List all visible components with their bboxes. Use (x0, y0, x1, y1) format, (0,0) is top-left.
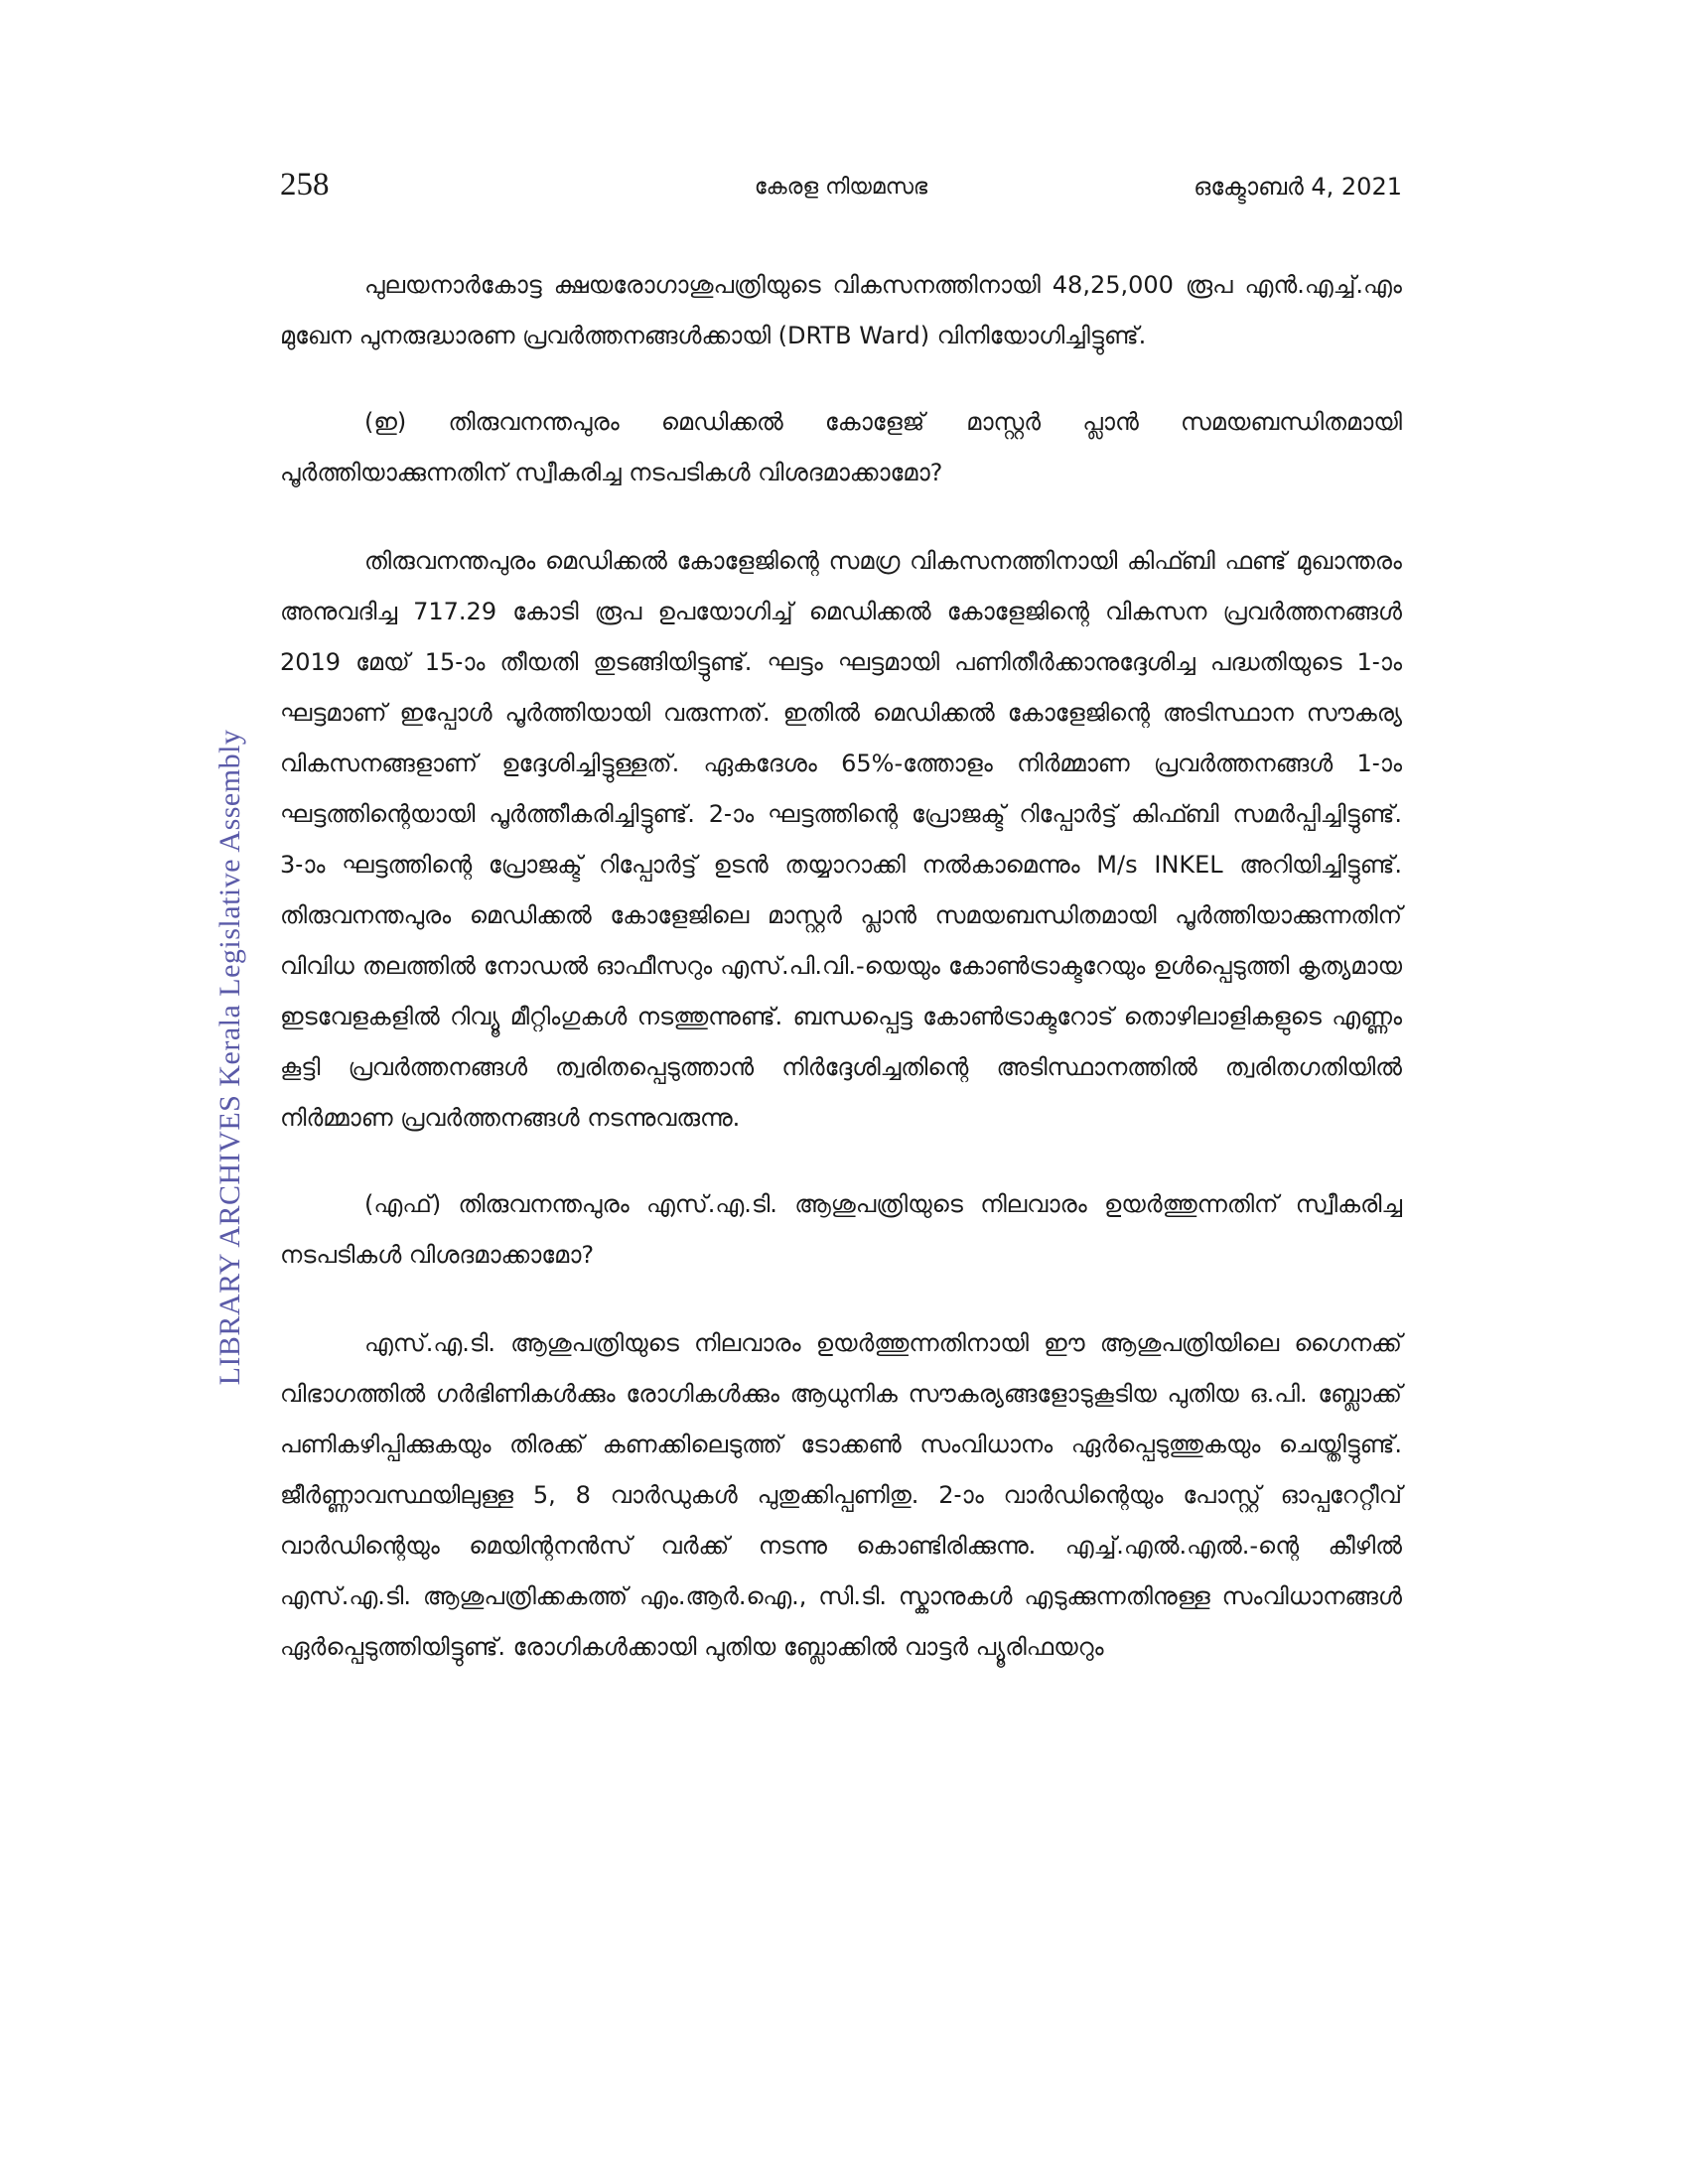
page-number: 258 (280, 167, 330, 203)
document-body (280, 260, 1402, 1708)
session-date: ഒക്ടോബർ 4, 2021 (1194, 173, 1402, 201)
paragraph-answer-e: തിരുവനന്തപുരം മെഡിക്കൽ കോളേജിന്റെ സമഗ്ര വികസനത്തിനായി കിഫ്ബി ഫണ്ട് മുഖാന്തരം അനുവദിച്ച 717.29 കോടി രൂപ ഉപയോഗിച്ച് മെഡിക്കൽ കോളേജിന്റെ വികസന പ്രവർത്തനങ്ങൾ 2019 മേയ് 15-ാം തീയതി തുടങ്ങിയിട്ടുണ്ട്. ഘട്ടം ഘട്ടമായി പണിതീർക്കാനുദ്ദേശിച്ച പദ്ധതിയുടെ 1-ാം ഘട്ടമാണ് ഇപ്പോൾ പൂർത്തിയായി വരുന്നത്. ഇതിൽ മെഡിക്കൽ കോളേജിന്റെ അടിസ്ഥാന സൗകര്യ വികസനങ്ങളാണ് ഉദ്ദേശിച്ചിട്ടുള്ളത്. ഏകദേശം 65%-ത്തോളം നിർമ്മാണ പ്രവർത്തനങ്ങൾ 1-ാം ഘട്ടത്തിന്റെയായി പൂർത്തീകരിച്ചിട്ടുണ്ട്. 2-ാം ഘട്ടത്തിന്റെ പ്രോജക്ട് റിപ്പോർട്ട് കിഫ്ബി സമർപ്പിച്ചിട്ടുണ്ട്. 3-ാം ഘട്ടത്തിന്റെ പ്രോജക്ട് റിപ്പോർട്ട് ഉടൻ തയ്യാറാക്കി നൽകാമെന്നും M/s INKEL അറിയിച്ചിട്ടുണ്ട്. തിരുവനന്തപുരം മെഡിക്കൽ കോളേജിലെ മാസ്റ്റർ പ്ലാൻ സമയബന്ധിതമായി പൂർത്തിയാക്കുന്നതിന് വിവിധ തലത്തിൽ നോഡൽ ഓഫീസറും എസ്.പി.വി.-യെയും കോൺട്രാക്ടറേയും ഉൾപ്പെടുത്തി കൃത്യമായ ഇടവേളകളിൽ റിവ്യൂ മീറ്റിംഗുകൾ നടത്തുന്നുണ്ട്. ബന്ധപ്പെട്ട കോൺട്രാക്ടറോട് തൊഴിലാളികളുടെ എണ്ണം കൂട്ടി പ്രവർത്തനങ്ങൾ ത്വരിതപ്പെടുത്താൻ നിർദ്ദേശിച്ചതിന്റെ അടിസ്ഥാനത്തിൽ ത്വരിതഗതിയിൽ നിർമ്മാണ പ്രവർത്തനങ്ങൾ നടന്നുവരുന്നു. (280, 547, 1402, 1132)
paragraph-answer-f: എസ്.എ.ടി. ആശുപത്രിയുടെ നിലവാരം ഉയർത്തുന്നതിനായി ഈ ആശുപത്രിയിലെ ഗൈനക്ക് വിഭാഗത്തിൽ ഗർഭിണികൾക്കും രോഗികൾക്കും ആധുനിക സൗകര്യങ്ങളോടുകൂടിയ പുതിയ ഒ.പി. ബ്ലോക്ക് പണികഴിപ്പിക്കുകയും തിരക്ക് കണക്കിലെടുത്ത് ടോക്കൺ സംവിധാനം ഏർപ്പെടുത്തുകയും ചെയ്തിട്ടുണ്ട്. ജീർണ്ണാവസ്ഥയിലുള്ള 5, 8 വാർഡുകൾ പുതുക്കിപ്പണിതു. 2-ാം വാർഡിന്റെയും പോസ്റ്റ് ഓപ്പറേറ്റീവ് വാർഡിന്റെയും മെയിന്റനൻസ് വർക്ക് നടന്നു കൊണ്ടിരിക്കുന്നു. എച്ച്.എൽ.എൽ.-ന്റെ കീഴിൽ എസ്.എ.ടി. ആശുപത്രിക്കകത്ത് എം.ആർ.ഐ., സി.ടി. സ്കാനുകൾ എടുക്കുന്നതിനുള്ള സംവിധാനങ്ങൾ ഏർപ്പെടുത്തിയിട്ടുണ്ട്. രോഗികൾക്കായി പുതിയ ബ്ലോക്കിൽ വാട്ടർ പ്യൂരിഫയറും (280, 1329, 1402, 1661)
page-header (280, 167, 1402, 216)
paragraph-question-e: (ഇ) തിരുവനന്തപുരം മെഡിക്കൽ കോളേജ് മാസ്റ്റർ പ്ലാൻ സമയബന്ധിതമായി പൂർത്തിയാക്കുന്നതിന് സ്വീകരിച്ച നടപടികൾ വിശദമാക്കാമോ? (280, 408, 1402, 486)
paragraph-answer-d-continued: പുലയനാർകോട്ട ക്ഷയരോഗാശുപത്രിയുടെ വികസനത്തിനായി 48,25,000 രൂപ എൻ.എച്ച്.എം മുഖേന പുനരുദ്ധാരണ പ്രവർത്തനങ്ങൾക്കായി (DRTB Ward) വിനിയോഗിച്ചിട്ടുണ്ട്. (280, 271, 1402, 349)
journal-title: കേരള നിയമസഭ (754, 175, 928, 200)
library-watermark: LIBRARY ARCHIVES Kerala Legislative Assembly (213, 729, 246, 1386)
paragraph-question-f: (എഫ്) തിരുവനന്തപുരം എസ്.എ.ടി. ആശുപത്രിയുടെ നിലവാരം ഉയർത്തുന്നതിന് സ്വീകരിച്ച നടപടികൾ വിശദമാക്കാമോ? (280, 1190, 1402, 1269)
